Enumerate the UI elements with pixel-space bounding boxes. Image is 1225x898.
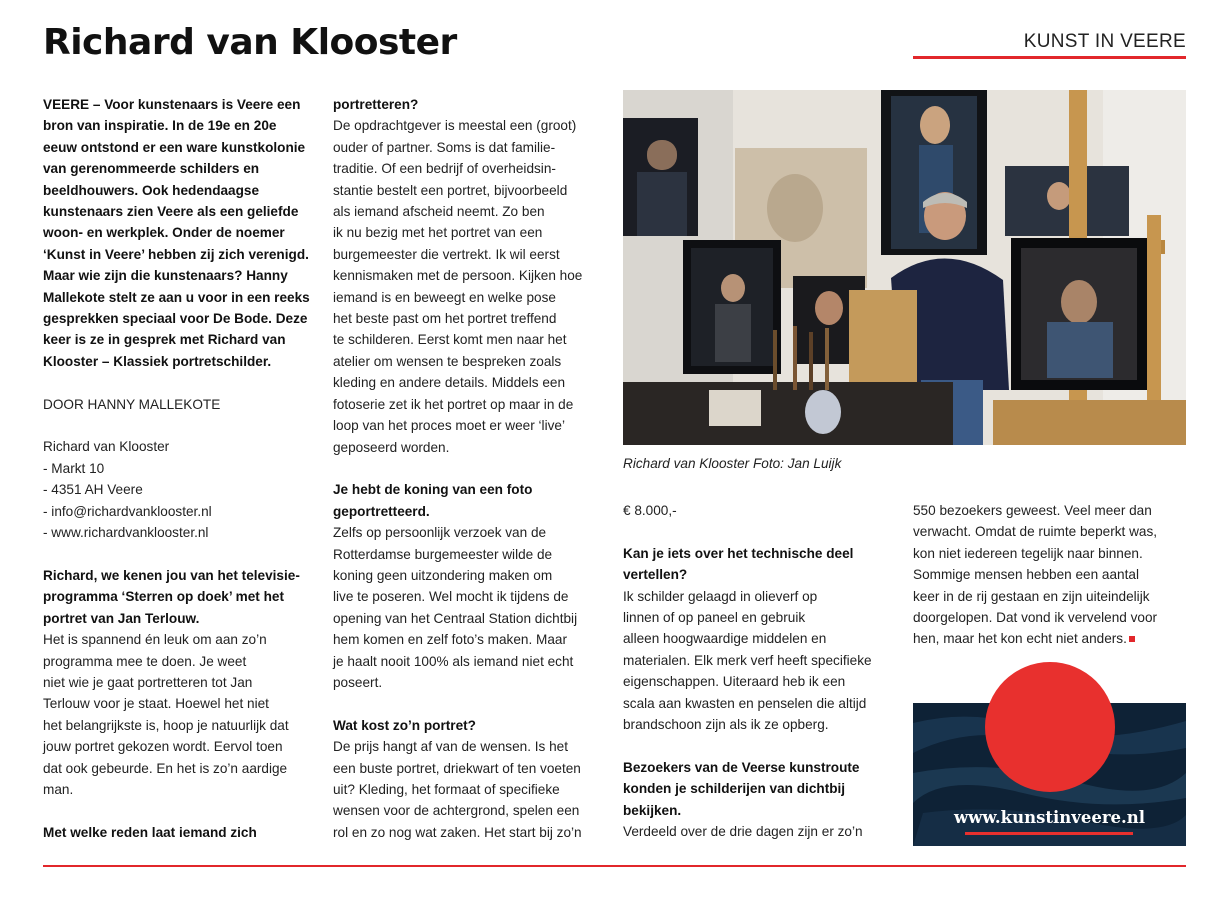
- section-label: KUNST IN VEERE: [1023, 31, 1186, 52]
- question-heading: Bezoekers van de Veerse kunstroute konden je schilderijen van dichtbij bekijken.: [623, 759, 860, 818]
- intro-line: VEERE – Voor kunstenaars is Veere een: [43, 97, 301, 112]
- ad-website-link[interactable]: www.kunstinveere.nl: [953, 808, 1146, 827]
- contact-block: [43, 436, 310, 543]
- studio-illustration: [623, 90, 1186, 445]
- page-title: Richard van Klooster: [43, 22, 457, 63]
- question-heading: Wat kost zo’n portret?: [333, 717, 476, 733]
- ad-red-circle: [985, 662, 1115, 792]
- contact-website[interactable]: - www.richardvanklooster.nl: [43, 525, 209, 541]
- end-of-article-mark: [1129, 636, 1135, 642]
- ad-url-underline: [965, 832, 1133, 835]
- intro-line: Mallekote stelt ze aan u voor in een reeks: [43, 289, 310, 305]
- contact-address: - Markt 10: [43, 460, 105, 476]
- article-column-4: [913, 500, 1157, 650]
- intro-line: keer is ze in gesprek met Richard van: [43, 332, 286, 348]
- article-column-1: [43, 94, 310, 843]
- answer-paragraph: Verdeeld over de drie dagen zijn er zo’n: [623, 824, 863, 840]
- question-heading: portretteren?: [333, 97, 419, 112]
- answer-paragraph: Ik schilder gelaagd in olieverf op linnen of op paneel en gebruik alleen hoogwaardige middelen en materialen. Elk merk verf heeft specifieke eigenschappen. Uiteraard heb ik een scala aan kwasten en penselen die altijd brandschoon zijn als ik ze opberg.: [623, 588, 872, 733]
- answer-paragraph: De opdrachtgever is meestal een (groot) ouder of partner. Soms is dat familie- traditie. Of een bedrijf of overheidsin- stantie bestelt een portret, bijvoorbeeld als iemand afscheid neemt. Zo ben ik nu bezig met het portret van een burgemeester die vertrekt. Ik wil eerst kennismaken met de persoon. Kijken hoe iemand is en beweegt en welke pose het beste past om het portret treffend te schilderen. Eerst komt men naar het atelier om wensen te bespreken zoals kleding en andere details. Middels een fotoserie zet ik het portret op maar in de loop van het proces moet er weer ‘live’ geposeerd worden.: [333, 118, 583, 455]
- answer-paragraph: De prijs hangt af van de wensen. Is het een buste portret, driekwart of ten voeten uit? Kleding, het formaat of specifieke wensen voor de achtergrond, spelen een rol en zo nog wat zaken. Het start bij zo’n: [333, 739, 582, 840]
- photo-caption: Richard van Klooster Foto: Jan Luijk: [623, 456, 842, 471]
- intro-line: bron van inspiratie. In de 19e en 20e: [43, 118, 277, 134]
- footer-divider: [43, 865, 1186, 867]
- question-heading: Je hebt de koning van een foto geportretteerd.: [333, 482, 533, 519]
- question-heading: Kan je iets over het technische deel vertellen?: [623, 545, 854, 583]
- question-heading: Met welke reden laat iemand zich: [43, 824, 257, 840]
- answer-paragraph: 550 bezoekers geweest. Veel meer dan verwacht. Omdat de ruimte beperkt was, kon niet iedereen tegelijk naar binnen. Sommige mensen hebben een aantal keer in de rij gestaan en zijn uiteindelijk doorgelopen. Dat vond ik vervelend voor hen, maar het kon echt niet anders.: [913, 503, 1158, 647]
- intro-line: Maar wie zijn die kunstenaars? Hanny: [43, 268, 288, 284]
- intro-line: woon- en werkplek. Onder de noemer: [43, 225, 285, 241]
- intro-line: gesprekken speciaal voor De Bode. Deze: [43, 311, 308, 327]
- intro-line: eeuw ontstond er een ware kunstkolonie: [43, 139, 306, 155]
- intro-line: van gerenommeerde schilders en: [43, 161, 260, 177]
- byline: DOOR HANNY MALLEKOTE: [43, 396, 221, 412]
- contact-name: Richard van Klooster: [43, 439, 170, 455]
- contact-postcode: - 4351 AH Veere: [43, 482, 143, 498]
- article-column-2: [333, 94, 582, 843]
- question-heading: Richard, we kenen jou van het televisie- programma ‘Sterren op doek’ met het portret van Jan Terlouw.: [43, 567, 300, 626]
- contact-email[interactable]: - info@richardvanklooster.nl: [43, 503, 212, 519]
- answer-paragraph: Zelfs op persoonlijk verzoek van de Rotterdamse burgemeester wilde de koning geen uitzondering maken om live te poseren. Wel mocht ik tijdens de opening van het Centraal Station dichtbij hem komen en zelf foto’s maken. Maar je haalt nooit 100% als iemand niet echt poseert.: [333, 525, 578, 690]
- intro-line: ‘Kunst in Veere’ hebben zij zich verenigd.: [43, 246, 309, 262]
- section-divider: [913, 56, 1186, 59]
- intro-line: Klooster – Klassiek portretschilder.: [43, 353, 272, 369]
- artist-studio-photo: [623, 90, 1186, 445]
- answer-paragraph: Het is spannend én leuk om aan zo’n programma mee te doen. Je weet niet wie je gaat portretteren tot Jan Terlouw voor je staat. Hoewel het niet het belangrijkste is, hoop je natuurlijk dat jouw portret gekozen wordt. Eervol toen dat ook gebeurde. En het is zo’n aardige man.: [43, 632, 289, 797]
- intro-paragraph: [43, 94, 310, 372]
- price-text: € 8.000,-: [623, 503, 677, 518]
- intro-line: beeldhouwers. Ook hedendaagse: [43, 182, 260, 198]
- article-column-3: [623, 500, 872, 842]
- intro-line: kunstenaars zien Veere als een geliefde: [43, 204, 299, 220]
